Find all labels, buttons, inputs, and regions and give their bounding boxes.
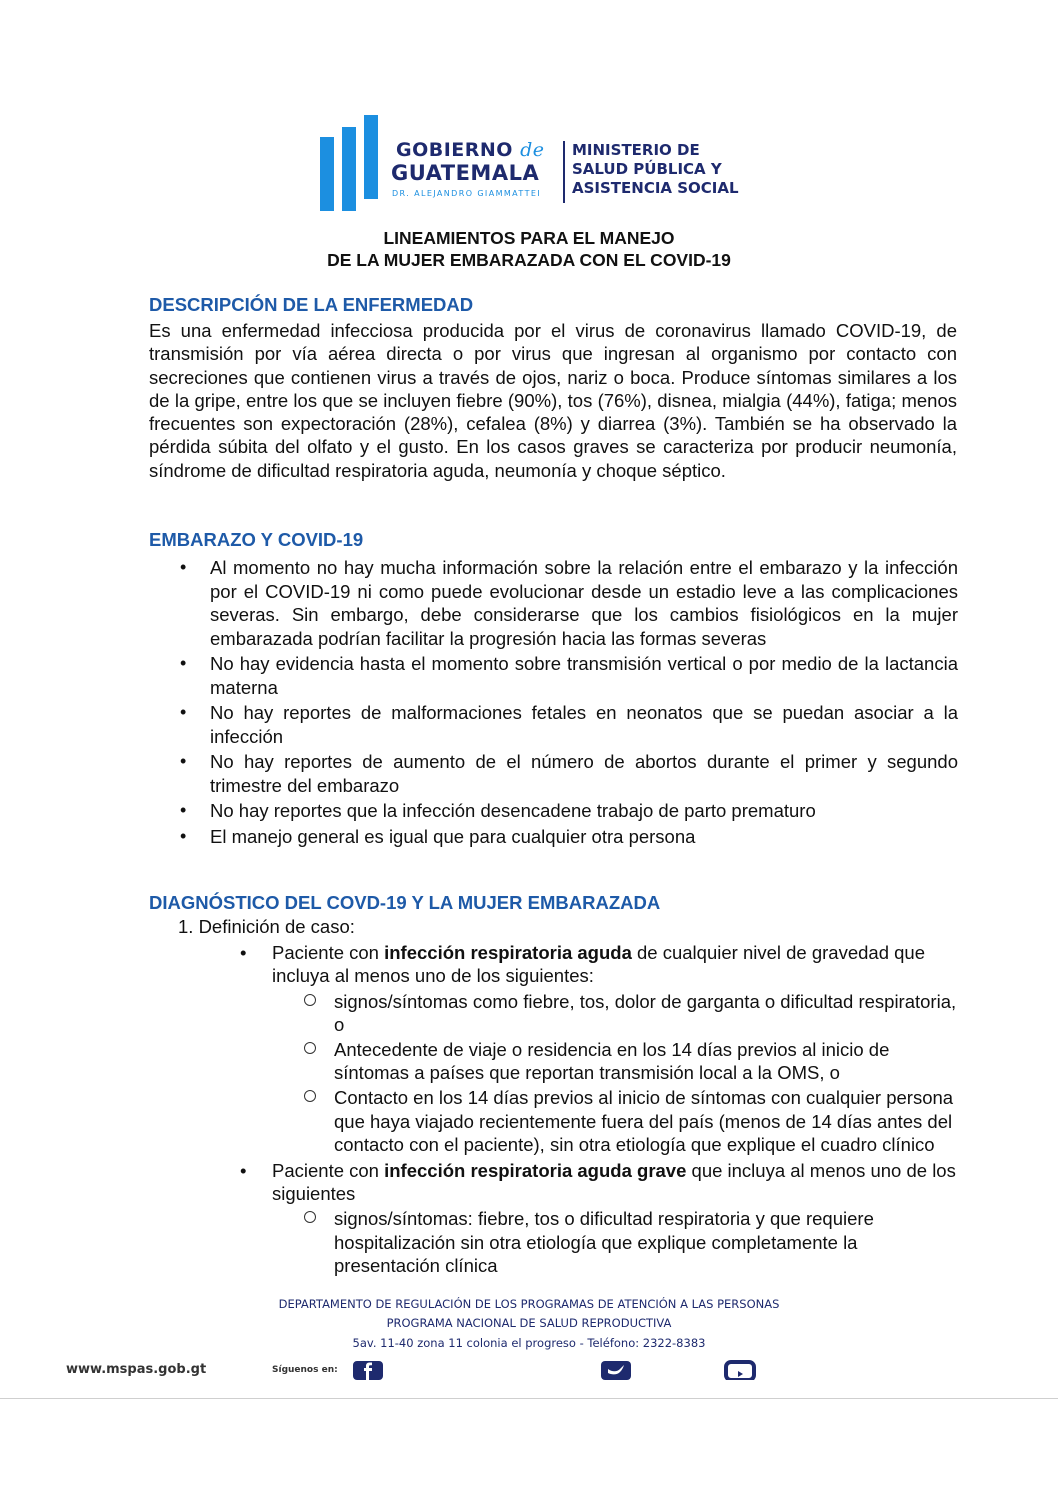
- pregnancy-bullet-list: [178, 556, 958, 850]
- footer-program: PROGRAMA NACIONAL DE SALUD REPRODUCTIVA: [386, 1316, 672, 1330]
- youtube-icon[interactable]: [724, 1360, 756, 1380]
- government-logo: [318, 115, 758, 215]
- website-link[interactable]: www.mspas.gob.gt: [66, 1362, 207, 1377]
- case-definition-b: • Paciente con infección respiratoria aguda grave que incluya al menos uno de los siguientes: [240, 1160, 956, 1205]
- ministry-name: MINISTERIO DE SALUD PÚBLICA Y ASISTENCIA SOCIAL: [572, 141, 739, 197]
- facebook-icon[interactable]: [352, 1360, 384, 1380]
- footer-department: DEPARTAMENTO DE REGULACIÓN DE LOS PROGRAMAS DE ATENCIÓN A LAS PERSONAS: [278, 1297, 780, 1311]
- circle-bullet-icon: [304, 1211, 316, 1223]
- logo-bar-left: [320, 137, 334, 211]
- logo-divider: [563, 141, 565, 203]
- list-item: • No hay reportes que la infección desencadene trabajo de parto prematuro: [178, 799, 958, 823]
- section-heading-diagnosis: DIAGNÓSTICO DEL COVD-19 Y LA MUJER EMBARAZADA: [149, 892, 661, 913]
- circle-bullet-icon: [304, 994, 316, 1006]
- list-item: Contacto en los 14 días previos al inicio de síntomas con cualquier persona que haya viajado recientemente fuera del país (menos de 14 días antes del contacto con el paciente), sin otra etiología que explique el cuadro clínico: [178, 1086, 958, 1156]
- logo-bar-right: [364, 115, 378, 199]
- list-item-number: 1. Definición de caso:: [178, 916, 355, 937]
- document-title: LINEAMIENTOS PARA EL MANEJO DE LA MUJER EMBARAZADA CON EL COVID-19: [327, 228, 731, 270]
- section-heading-description: DESCRIPCIÓN DE LA ENFERMEDAD: [149, 294, 474, 315]
- case-definition-a: • Paciente con infección respiratoria aguda de cualquier nivel de gravedad que incluya al menos uno de los siguientes:: [240, 942, 926, 987]
- section-description-body: Es una enfermedad infecciosa producida por el virus de coronavirus llamado COVID-19, de transmisión por vía aérea directa o por virus que ingresan al organismo por contacto con secreciones que contienen virus a través de ojos, nariz o boca. Produce síntomas similares a los de la gripe, entre los que se incluyen fiebre (90%), tos (76%), disnea, mialgia (44%), fatiga; menos frecuentes son expectoración (28%), cefalea (8%) y diarrea (3%). También se ha observado la pérdida súbita del olfato y el gusto. En los casos graves se caracteriza por producir neumonía, síndrome de dificultad respiratoria aguda, neumonía y choque séptico.: [149, 320, 957, 481]
- bullet-icon: •: [240, 942, 247, 964]
- list-item: signos/síntomas: fiebre, tos o dificultad respiratoria y que requiere hospitalización sin otra etiología que explique completamente la presentación clínica: [178, 1207, 958, 1277]
- footer-divider: [0, 1398, 1058, 1399]
- list-item: • No hay evidencia hasta el momento sobre transmisión vertical o por medio de la lactancia materna: [178, 652, 958, 699]
- list-item: • Al momento no hay mucha información sobre la relación entre el embarazo y la infección por el COVID-19 ni como puede evolucionar desde un estadio leve a las complicaciones severas. Sin embargo, debe considerarse que los cambios fisiológicos en la mujer embarazada podrían facilitar la progresión hacia las formas severas: [178, 556, 958, 650]
- diagnosis-list: [178, 915, 958, 1277]
- list-item: • No hay reportes de aumento de el número de abortos durante el primer y segundo trimestre del embarazo: [178, 750, 958, 797]
- twitter-icon[interactable]: [600, 1360, 632, 1380]
- logo-bar-mid: [342, 127, 356, 211]
- section-heading-pregnancy: EMBARAZO Y COVID-19: [149, 529, 364, 550]
- circle-bullet-icon: [304, 1090, 316, 1102]
- follow-label: Síguenos en:: [272, 1365, 338, 1375]
- footer-address: 5av. 11-40 zona 11 colonia el progreso - Teléfono: 2322-8383: [352, 1336, 706, 1350]
- logo-guatemala: GUATEMALA: [391, 161, 540, 185]
- list-item: Antecedente de viaje o residencia en los 14 días previos al inicio de síntomas a países que reportan transmisión local a la OMS, o: [178, 1038, 958, 1084]
- list-item: signos/síntomas como fiebre, tos, dolor de garganta o dificultad respiratoria, o: [178, 990, 958, 1036]
- list-item: • No hay reportes de malformaciones fetales en neonatos que se puedan asociar a la infección: [178, 701, 958, 748]
- list-item: • El manejo general es igual que para cualquier otra persona: [178, 825, 958, 849]
- circle-bullet-icon: [304, 1042, 316, 1054]
- logo-president: DR. ALEJANDRO GIAMMATTEI: [392, 189, 542, 198]
- logo-gobierno: GOBIERNO de: [396, 139, 545, 161]
- bullet-icon: •: [240, 1160, 247, 1182]
